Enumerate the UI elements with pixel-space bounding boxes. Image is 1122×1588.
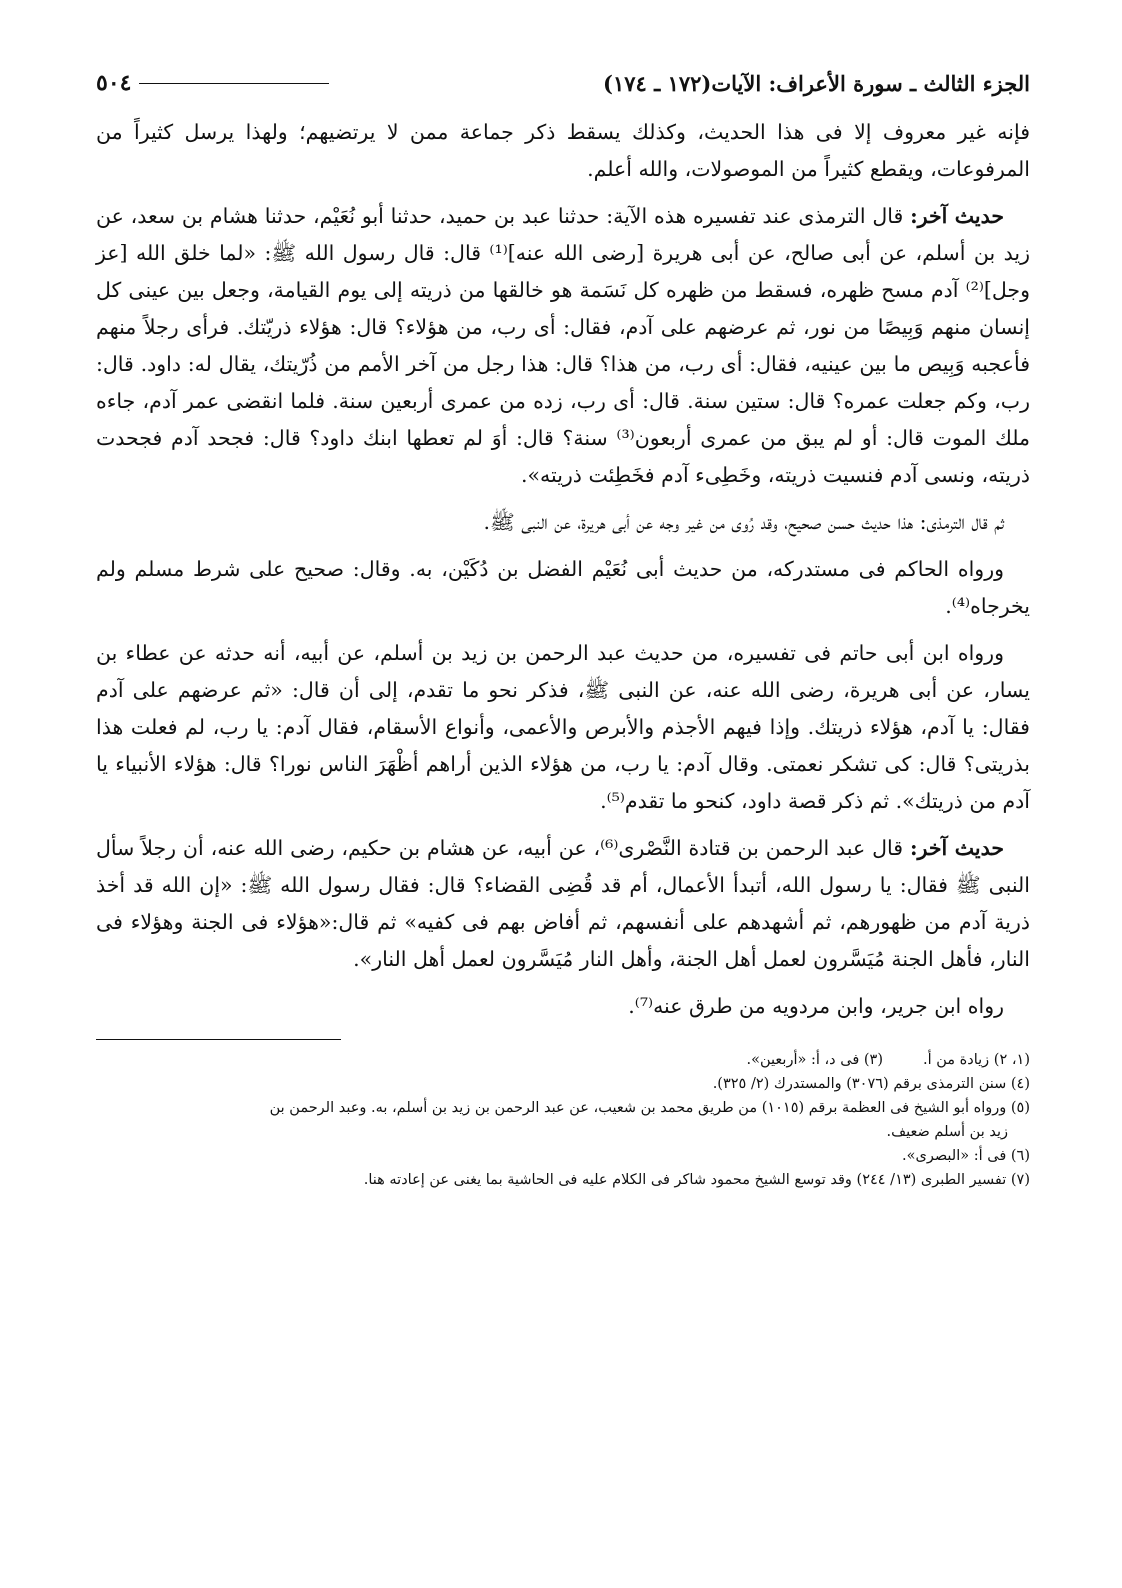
footnotes [96, 1048, 1030, 1192]
hadith-heading: حديث آخر: [910, 204, 1005, 228]
paragraph: ثم قال الترمذى: هذا حديث حسن صحيح، وقد رُوى من غير وجه عن أبى هريرة، عن النبى ﷺ. [483, 510, 1004, 534]
footnote-3: (٣) فى د، أ: «أربعين». [746, 1052, 883, 1068]
paragraph: ورواه ابن أبى حاتم فى تفسيره، من حديث عبد الرحمن بن زيد بن أسلم، عن أبيه، أنه حدثه عن عطاء بن يسار، عن أبى هريرة، رضى الله عنه، عن النبى ﷺ، فذكر نحو ما تقدم، إلى أن قال: «ثم عرضهم على آدم فقال: يا آدم، هؤلاء ذريتك. وإذا فيهم الأجذم والأبرص والأعمى، وأنواع الأسقام، فقال آدم: يا رب، لم فعلت هذا بذريتى؟ قال: كى تشكر نعمتى. وقال آدم: يا رب، من هؤلاء الذين أراهم أظْهَرَ الناس نورا؟ قال: هؤلاء الأنبياء يا آدم من ذريتك». ثم ذكر قصة داود، كنحو ما تقدم⁽⁵⁾. [96, 641, 1030, 813]
footnote-6: (٦) فى أ: «البصرى». [902, 1148, 1030, 1164]
footnote-rule [96, 1039, 341, 1040]
footnote-1-2: (١، ٢) زيادة من أ. [923, 1052, 1030, 1068]
running-header [96, 62, 1030, 104]
footnote-5: (٥) ورواه أبو الشيخ فى العظمة برقم (١٠١٥) من طريق محمد بن شعيب، عن عبد الرحمن بن زيد بن أسلم، به. وعبد الرحمن بن [269, 1100, 1030, 1116]
paragraph: حديث آخر: قال الترمذى عند تفسيره هذه الآية: حدثنا عبد بن حميد، حدثنا أبو نُعَيْم، حدثنا هشام بن سعد، عن زيد بن أسلم، عن أبى صالح، عن أبى هريرة [رضى الله عنه]⁽¹⁾ قال: قال رسول الله ﷺ: «لما خلق الله [عز وجل]⁽²⁾ آدم مسح ظهره، فسقط من ظهره كل نَسَمة هو خالقها من ذريته إلى يوم القيامة، وجعل بين عينى كل إنسان منهم وَبِيصًا من نور، ثم عرضهم على آدم، فقال: أى رب، من هؤلاء؟ قال: هؤلاء ذريّتك. فرأى رجلاً منهم فأعجبه وَبِيص ما بين عينيه، فقال: أى رب، من هذا؟ قال: هذا رجل من آخر الأمم من ذُرّيتك، يقال له: داود. قال: رب، وكم جعلت عمره؟ قال: ستين سنة. قال: أى رب، زده من عمرى أربعين سنة. فلما انقضى عمر آدم، جاءه ملك الموت قال: أو لم يبق من عمرى أربعون⁽³⁾ سنة؟ قال: أوَ لم تعطها ابنك داود؟ قال: فجحد آدم فجحدت ذريته، ونسى آدم فنسيت ذريته، وخَطِىء آدم فخَطِئت ذريته». [96, 204, 1030, 487]
header-rule [139, 83, 329, 84]
paragraph: رواه ابن جرير، وابن مردويه من طرق عنه⁽⁷⁾. [628, 994, 1004, 1018]
footnote-5-continued: زيد بن أسلم ضعيف. [886, 1124, 1008, 1140]
page-number: ٥٠٤ [96, 70, 132, 96]
running-title: الجزء الثالث ـ سورة الأعراف: الآيات(١٧٢ ـ ١٧٤) [603, 70, 1030, 96]
paragraph: ورواه الحاكم فى مستدركه، من حديث أبى نُعَيْم الفضل بن دُكَيْن، به. وقال: صحيح على شرط مسلم ولم يخرجاه⁽⁴⁾. [96, 557, 1030, 618]
footnote-7: (٧) تفسير الطبرى (١٣/ ٢٤٤) وقد توسع الشيخ محمود شاكر فى الكلام عليه فى الحاشية بما يغنى عن إعادته هنا. [363, 1172, 1030, 1188]
book-page [96, 62, 1030, 1542]
footnote-4: (٤) سنن الترمذى برقم (٣٠٧٦) والمستدرك (٢/ ٣٢٥). [712, 1076, 1030, 1092]
main-text [96, 114, 1030, 1025]
paragraph: فإنه غير معروف إلا فى هذا الحديث، وكذلك يسقط ذكر جماعة ممن لا يرتضيهم؛ ولهذا يرسل كثيراً من المرفوعات، ويقطع كثيراً من الموصولات، والله أعلم. [96, 120, 1030, 181]
hadith-heading: حديث آخر: [909, 836, 1005, 860]
paragraph: حديث آخر: قال عبد الرحمن بن قتادة النَّصْرى⁽⁶⁾، عن أبيه، عن هشام بن حكيم، رضى الله عنه، أن رجلاً سأل النبى ﷺ فقال: يا رسول الله، أتبدأ الأعمال، أم قد قُضِى القضاء؟ قال: فقال رسول الله ﷺ: «إن الله قد أخذ ذرية آدم من ظهورهم، ثم أشهدهم على أنفسهم، ثم أفاض بهم فى كفيه» ثم قال:«هؤلاء فى الجنة وهؤلاء فى النار، فأهل الجنة مُيَسَّرون لعمل أهل الجنة، وأهل النار مُيَسَّرون لعمل أهل النار». [96, 836, 1030, 971]
